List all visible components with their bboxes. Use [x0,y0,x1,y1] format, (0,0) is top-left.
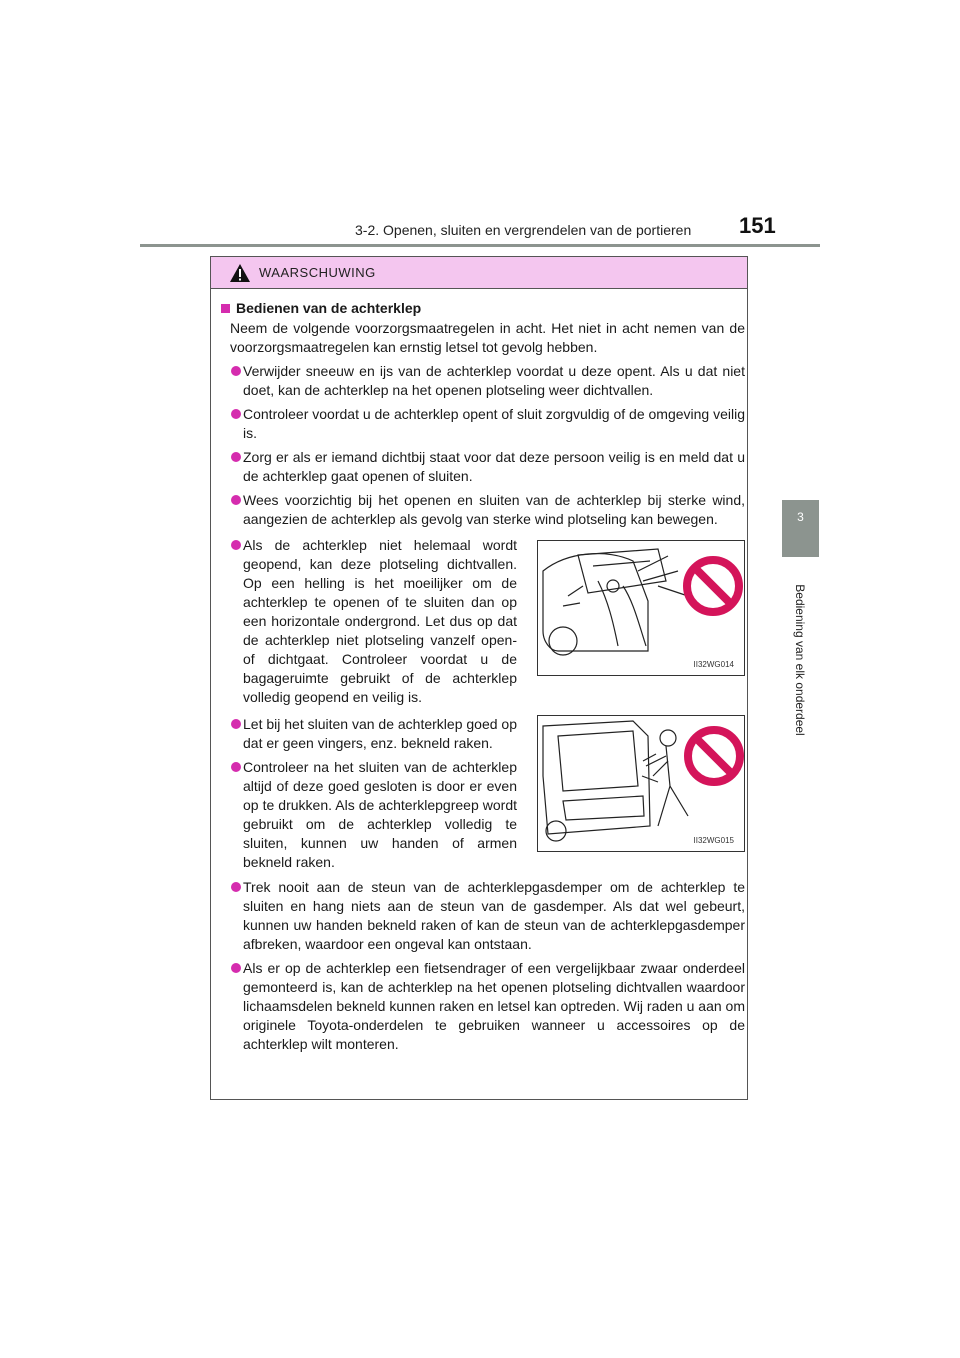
illustration-tailgate-close [537,715,745,852]
page-number: 151 [739,213,776,238]
figure-row-2 [221,715,745,872]
bullet-item: Wees voorzichtig bij het openen en sluiten van de achterklep bij sterke wind, aangezien de achterklep als gevolg van sterke wind plotseling kan bewegen. [221,491,745,529]
bullet-dot-icon [231,495,241,505]
warning-triangle-icon [229,263,251,283]
chapter-tab: 3 [782,500,819,557]
bullet-dot-icon [231,963,241,973]
bullet-dot-icon [231,409,241,419]
bullet-dot-icon [231,366,241,376]
warning-title: WAARSCHUWING [259,265,376,280]
intro-text: Neem de volgende voorzorgsmaatregelen in acht. Het niet in acht nemen van de voorzorgsmaatregelen kan ernstig letsel tot gevolg hebben. [230,320,745,355]
bullet-item: Als de achterklep niet helemaal wordt geopend, kan deze plotseling dichtvallen. Op een helling is het moeilijker om de achterklep te openen of te sluiten dan op een horizontale ondergrond. Let dus op dat de achterklep niet plotseling vanzelf open- of dichtgaat. Controleer voordat u de bagageruimte gebruikt of de achterklep volledig geopend en veilig is. [221,536,517,707]
bullet-item: Zorg er als er iemand dichtbij staat voor dat deze persoon veilig is en meld dat u de achterklep gaat openen of sluiten. [221,448,745,486]
bullet-item: Controleer na het sluiten van de achterklep altijd of deze goed gesloten is door er even op te drukken. Als de achterklepgreep wordt gebruikt om de achterklep volledig te sluiten, kunnen uw handen of armen bekneld raken. [221,758,517,872]
illustration-tailgate-open [537,540,745,676]
chapter-title: Bediening van elk onderdeel [793,584,807,736]
bullet-dot-icon [231,719,241,729]
bullet-item: Controleer voordat u de achterklep opent of sluit zorgvuldig of de omgeving veilig is. [221,405,745,443]
bullet-dot-icon [231,762,241,772]
bullet-dot-icon [231,452,241,462]
warning-header [211,257,747,289]
sub-heading-text: Bedienen van de achterklep [236,300,422,316]
figure-code: II32WG014 [693,660,734,669]
running-header: 3-2. Openen, sluiten en vergrendelen van de portieren [355,222,692,238]
warning-box [210,256,748,1100]
bullet-item: Verwijder sneeuw en ijs van de achterklep voordat u deze opent. Als u dat niet doet, kan de achterklep na het openen plotseling weer dichtvallen. [221,362,745,400]
sub-heading [221,297,745,319]
bullet-item: Let bij het sluiten van de achterklep goed op dat er geen vingers, enz. bekneld raken. [221,715,517,753]
bullet-dot-icon [231,882,241,892]
square-bullet-icon [221,304,230,313]
bullet-item: Als er op de achterklep een fietsendrager of een vergelijkbaar zwaar onderdeel gemonteerd is, kan de achterklep na het openen plotseling dichtvallen waardoor lichaamsdelen bekneld kunnen raken en letsel kan optreden. Wij raden u aan om originele Toyota-onderdelen te gebruiken wanneer u accessoires op de achterklep wilt monteren. [221,959,745,1054]
warning-content [221,297,745,1054]
figure-code: II32WG015 [693,836,734,845]
bullet-item: Trek nooit aan de steun van de achterklepgasdemper om de achterklep te sluiten en hang niets aan de steun van de gasdemper. Als dat wel gebeurt, kunnen uw handen bekneld raken of kan de steun van de achterklepgasdemper afbreken, waardoor een ongeval kan ontstaan. [221,878,745,954]
tailgate-falling-illustration [538,541,744,675]
bullet-dot-icon [231,540,241,550]
header-divider [140,244,820,247]
tailgate-pinch-illustration [538,716,744,851]
figure-row-1 [221,536,745,707]
